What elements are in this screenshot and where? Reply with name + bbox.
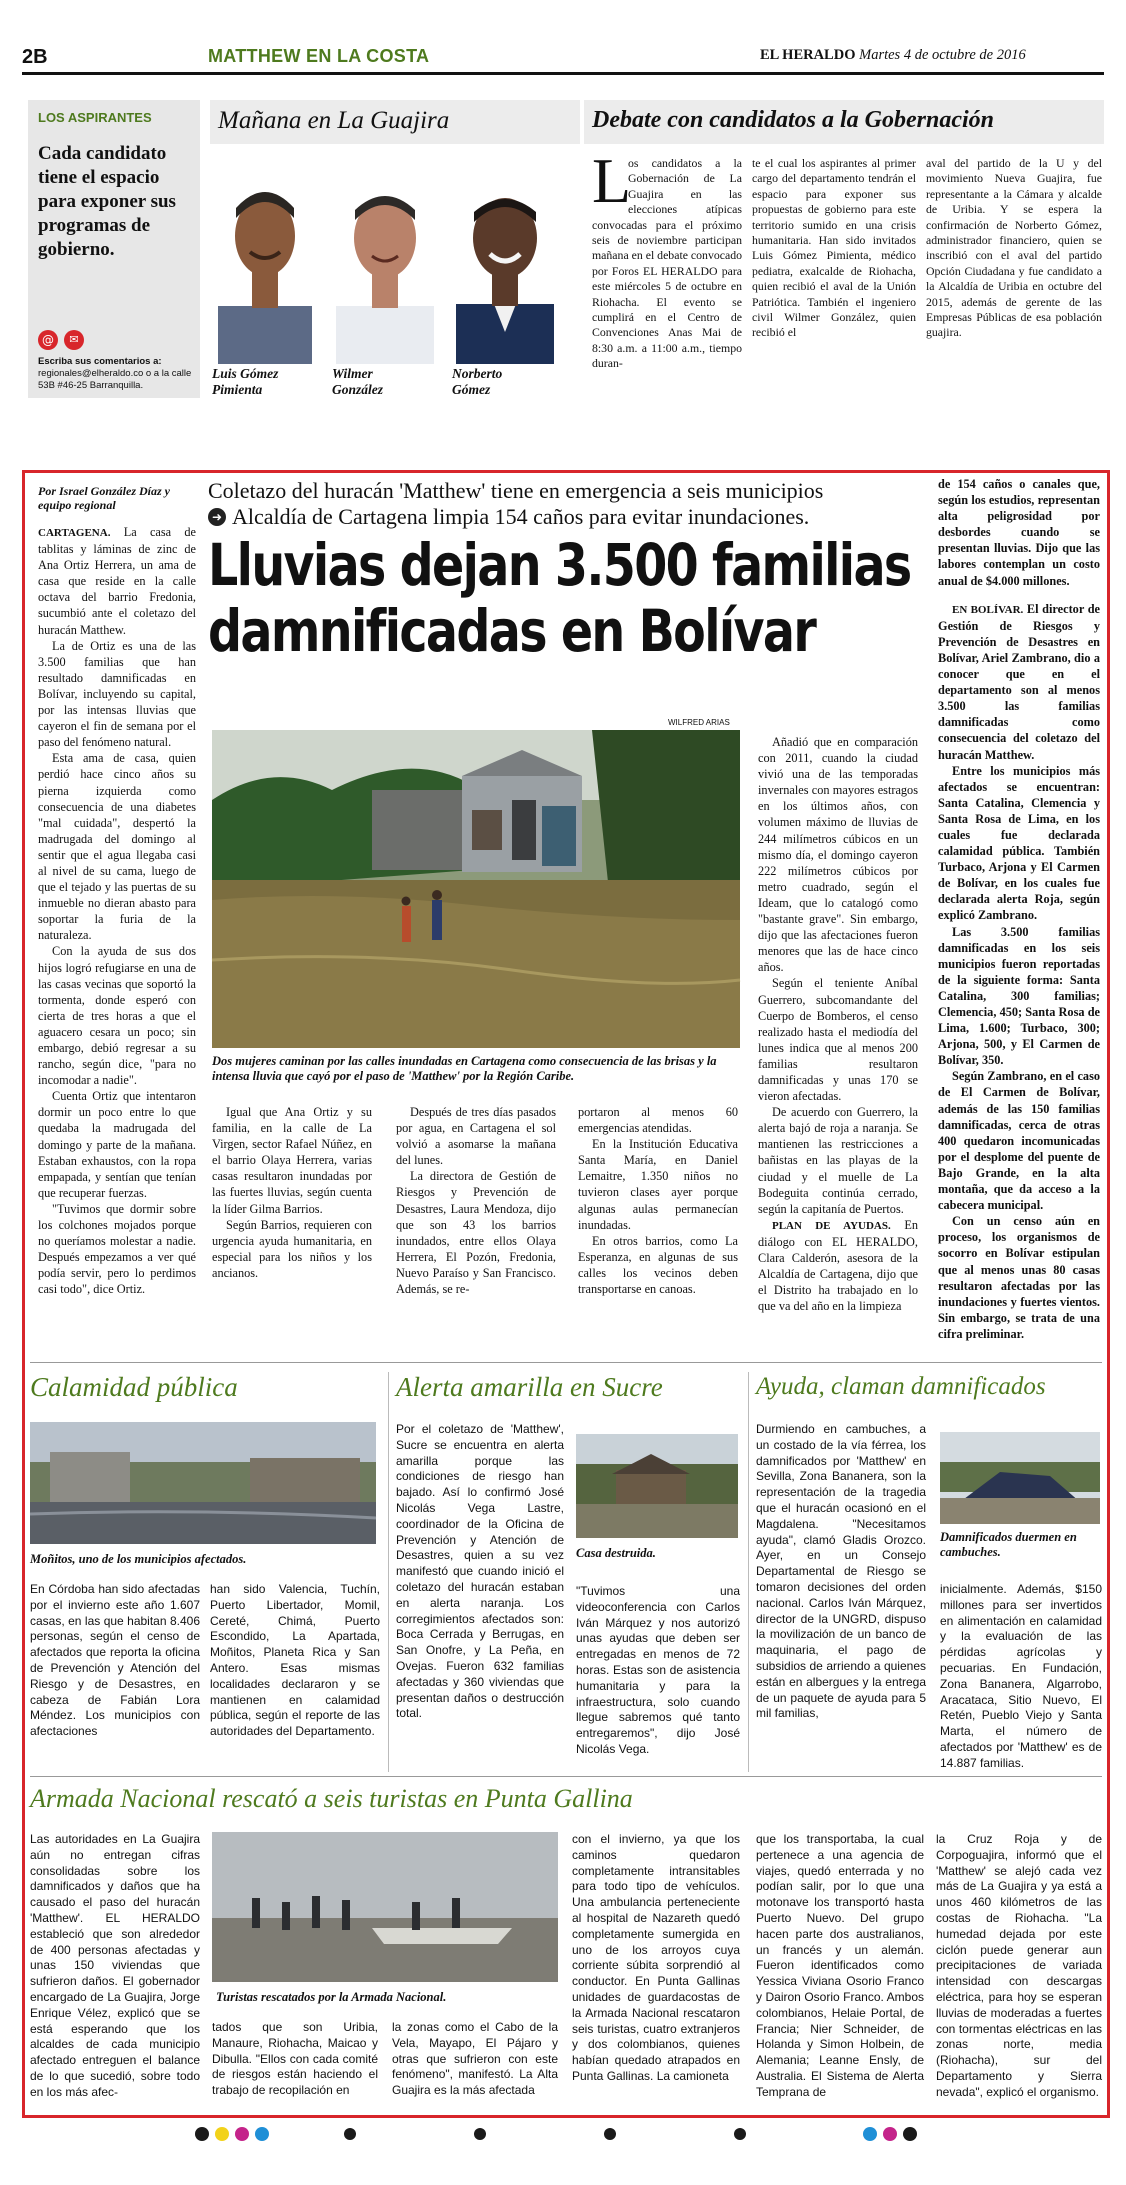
calamidad-col-1-text: En Córdoba han sido afectadas por el invierno este año 1.607 casas, en las que habitan 8.406 personas, según el censo de afectados que reporta la oficina de Prevención y Atención del Riesgo y de Desastres, en cabeza de Fabián Lora Méndez. Los municipios con afectaciones bbox=[30, 1582, 200, 1739]
debate-heading: Debate con candidatos a la Gobernación bbox=[592, 107, 994, 133]
candidate-photo-3 bbox=[450, 156, 560, 364]
main-col-1-p3: Esta ama de casa, quien perdió hace cinco años su pierna izquierda como consecuencia de una diabetes "mal cuidada", despertó la madrugada del domingo al sentir que el agua llegaba casi al nivel de su cama, luego de que el tejado y las puertas de su inmueble no dieran abasto para soportar la furia de la naturaleza. bbox=[38, 751, 196, 943]
armada-col-4 bbox=[572, 1832, 740, 2110]
ayuda-heading: Ayuda, claman damnificados bbox=[756, 1373, 1046, 1400]
ayuda-col-2-text: inicialmente. Además, $150 millones para ser invertidos en alimentación en calamidad y la evaluación de las pérdidas agrícolas y pecuarias. En Fundación, Zona Bananera, Algarrobo, Aracataca, Sitio Nuevo, El Retén, Pueblo Viejo y Santa Marta, el número de afectados por 'Matthew' es de 14.887 familias. bbox=[940, 1582, 1102, 1770]
candidate-first-2: Wilmer bbox=[332, 366, 373, 381]
section-divider-2 bbox=[30, 1776, 1102, 1777]
candidate-first-3: Norberto bbox=[452, 366, 503, 381]
candidates-heading: Mañana en La Guajira bbox=[218, 107, 450, 134]
alerta-caption: Casa destruida. bbox=[576, 1546, 656, 1560]
candidate-photo-2 bbox=[330, 156, 440, 364]
main-col-4-p2: En la Institución Educativa Santa María, en Daniel Lemaitre, 1.350 niños no tuvieron clases ayer porque algunas aulas permanecían inundadas. bbox=[578, 1137, 738, 1232]
main-col-6-runin: EN BOLÍVAR. bbox=[952, 603, 1024, 616]
main-col-6-p4: Las 3.500 familias damnificadas en los seis municipios fueron reportadas de la siguiente forma: Santa Catalina, 300 familias; Clemencia, 450; Santa Rosa de Lima, 1.600; Turbaco, 300; Arjona, 500, y El Carmen de Bolívar, 350. bbox=[938, 924, 1100, 1068]
alerta-col-2-text: "Tuvimos una videoconferencia con Carlos Iván Márquez y nos autorizó unas ayudas que deben ser entregadas en menos de 72 horas. Estas son de asistencia humanitaria y para la infraestructura, solo cuando llegue sabremos qué tanto entregaremos", dijo José Nicolás Vega. bbox=[576, 1584, 740, 1756]
section-divider-1 bbox=[30, 1362, 1102, 1363]
main-col-2-p1: Igual que Ana Ortiz y su familia, en la calle de La Virgen, sector Rafael Núñez, en el barrio Olaya Herrera, varias casas resultaron inundadas por las fuertes lluvias, según cuenta la líder Gilma Barrios. bbox=[212, 1105, 372, 1216]
column-rule-2 bbox=[748, 1372, 749, 1772]
alerta-col-1-text: Por el coletazo de 'Matthew', Sucre se encuentra en alerta amarilla porque las condiciones de riesgo han bajado. Así lo confirmó José Nicolás Vega Lastre, coordinador de la Oficina de Prevención y Atención de Desastres, quien a su vez manifestó que cuando inició el coletazo del huracán estaban en alerta naranja. Los corregimientos afectados son: Boca Cerrada y Berrugas, en San Onofre, y La Peña, en Ovejas. Fueron 632 familias afectadas y 360 viviendas que presentan daños o destrucción total. bbox=[396, 1422, 564, 1721]
main-col-1 bbox=[38, 524, 196, 1424]
ayuda-caption: Damnificados duermen en cambuches. bbox=[940, 1530, 1077, 1559]
armada-col-5-text: que los transportaba, la cual pertenece a una agencia de viajes, quedó enterrada y no podían salir, por lo que una motonave los transportó hasta Puerto Nuevo. Del grupo hacen parte dos australianos, un francés y un alemán. Fueron identificados como Yessica Viviana Osorio Franco y Dairon Osorio Franco. Ambos colombianos, Helaie Portal, de Francia; Nier Schneider, de Holanda y Simon Holbein, de Alemania; Leanne Ensly, de Australia. El Sistema de Alerta Temprana de bbox=[756, 1832, 924, 2099]
armada-col-6 bbox=[936, 1832, 1102, 2110]
issue-date: Martes 4 de octubre de 2016 bbox=[859, 47, 1026, 63]
calamidad-heading: Calamidad pública bbox=[30, 1372, 238, 1402]
calamidad-col-2 bbox=[210, 1582, 380, 1758]
byline bbox=[38, 484, 170, 512]
candidate-last-3: Gómez bbox=[452, 382, 491, 397]
main-col-6 bbox=[938, 476, 1100, 1349]
main-col-5-runin: PLAN DE AYUDAS. bbox=[772, 1219, 891, 1232]
main-col-6-p5: Según Zambrano, en el caso de El Carmen de Bolívar, además de las 150 familias damnificadas, cerca de otras 400 quedaron incomunicadas por el desplome del puente de Bajo Grande, en la alta montaña, que da acceso a la cabecera municipal. bbox=[938, 1069, 1100, 1213]
armada-col-6-text: la Cruz Roja y de Corpoguajira, informó que el 'Matthew' se alejó cada vez más de La Guajira y ya está a unos 460 kilómetros de las costas de Riohacha. "La humedad dejada por este ciclón puede generar aun precipitaciones de variada intensidad con descargas eléctrica, para hoy se esperan lluvias de moderadas a fuertes con tormentas eléctricas en las zonas norte, media (Riohacha), sur del Departamento y Sierra nevada", explicó el organismo. bbox=[936, 1832, 1102, 2099]
calamidad-photo bbox=[30, 1422, 376, 1544]
main-photo-caption: Dos mujeres caminan por las calles inundadas en Cartagena como consecuencia de las brisas y la intensa lluvia que cayó por el paso de 'Matthew' por la Región Caribe. bbox=[212, 1054, 717, 1083]
main-col-4-p3: En otros barrios, como La Esperanza, en algunas de sus calles los vecinos deben transportarse en canoas. bbox=[578, 1233, 738, 1297]
main-col-1-p2: La de Ortiz es una de las 3.500 familias que han resultado damnificadas en Bolívar, incluyendo su capital, por las intensas lluvias que cayeron el fin de semana por el paso del fenómeno natural. bbox=[38, 638, 196, 750]
dateline: CARTAGENA. bbox=[38, 527, 111, 539]
section-name: MATTHEW EN LA COSTA bbox=[208, 46, 430, 66]
candidate-name-1 bbox=[212, 366, 278, 398]
ayuda-col-1 bbox=[756, 1422, 926, 1762]
ayuda-col-2 bbox=[940, 1582, 1102, 1770]
main-col-5-p3: De acuerdo con Guerrero, la alerta bajó de roja a naranja. Se mantienen las restricciones a bañistas en las playas de la ciudad y el muelle de La Bodeguita continúa cerrado, según la capitanía de Puertos. bbox=[758, 1105, 918, 1216]
alerta-col-1 bbox=[396, 1422, 564, 1762]
armada-col-1-text: Las autoridades en La Guajira aún no entregan cifras consolidadas sobre los damnificados y daños que ha causado el paso del huracán 'Matthew'. EL HERALDO estableció que son alrededor de 400 personas afectadas y unas 150 viviendas que sufrieron daños. El gobernador encargado de La Guajira, Jorge Enrique Vélez, explicó que se está esperando que los alcaldes de cada municipio afectado entreguen el balance de lo que sucedió, sobre todo en los más afec- bbox=[30, 1832, 200, 2099]
main-col-5-p1: Añadió que en comparación con 2011, cuando la ciudad vivió una de las temporadas invernales con mayores estragos en los últimos años, con volumen máximo de lluvias de 244 milímetros cúbicos en un mismo día, el domingo cayeron 222 milímetros cúbicos por metro cuadrado, según el Ideam, que lo catalogó como "bastante grave". Sin embargo, dijo que las afectaciones fueron menores que las de hace cinco años. bbox=[758, 735, 918, 975]
debate-col-1-text: os candidatos a la Gobernación de La Guajira en las elecciones atípicas convocadas para el próximo seis de noviembre participan mañana en el debate convocado por Foros EL HERALDO para este miércoles 5 de octubre en Riohacha. El evento se cumplirá en el Centro de Convenciones Anas Mai de 8:30 a.m. a 11:00 a.m., tiempo duran- bbox=[592, 156, 743, 371]
headline bbox=[208, 531, 911, 665]
headline-line-1: Lluvias dejan 3.500 familias bbox=[208, 531, 911, 599]
main-col-1-p4: Con la ayuda de sus dos hijos logró refugiarse en una de las casas vecinas que soportó la tormenta, donde esperó con cierta de tres horas a que el aguacero cesara un poco; sin embargo, debió regresar a su rancho, según dice, "para no incomodar a nadie". bbox=[38, 944, 196, 1088]
main-col-3-p2: La directora de Gestión de Riesgos y Prevención de Desastres, Laura Mendoza, dijo que son 43 los barrios inundados, entre ellos Olaya Herrera, El Pozón, Fredonia, Nuevo Paraíso y San Francisco. Además, se re- bbox=[396, 1169, 556, 1297]
column-rule-1 bbox=[388, 1372, 389, 1772]
byline-line-2: equipo regional bbox=[38, 498, 116, 512]
masthead-rule bbox=[22, 72, 1104, 75]
candidate-name-3 bbox=[452, 366, 502, 398]
main-col-5-p4: En diálogo con EL HERALDO, Clara Calderón, asesora de la Alcaldía de Cartagena, dijo que el Distrito ha trabajado en lo que va del año en la limpieza bbox=[758, 1217, 919, 1314]
main-col-4-p1: portaron al menos 60 emergencias atendidas. bbox=[578, 1105, 738, 1136]
main-col-6-p3: Entre los municipios más afectados se encuentran: Santa Catalina, Clemencia y Santa Rosa de Lima, en los cuales fue declarada calamidad pública. También Turbaco, Arjona y El Carmen de Bolívar, en los cuales fue declarada alerta Roja, según explicó Zambrano. bbox=[938, 763, 1100, 923]
candidate-first-1: Luis Gómez bbox=[212, 366, 279, 381]
main-col-5-p2: Según el teniente Aníbal Guerrero, subcomandante del Cuerpo de Bomberos, el censo realizado hasta el mediodía del lunes indica que al menos 200 familias resultaron damnificadas y unas 170 se vieron afectadas. bbox=[758, 976, 918, 1104]
armada-heading: Armada Nacional rescató a seis turistas en Punta Gallina bbox=[30, 1784, 633, 1813]
armada-photo bbox=[212, 1832, 558, 1982]
headline-line-2: damnificadas en Bolívar bbox=[208, 597, 816, 665]
paper-name: EL HERALDO bbox=[760, 47, 856, 63]
byline-line-1: Por Israel González Díaz y bbox=[38, 484, 171, 498]
calamidad-col-2-text: han sido Valencia, Tuchín, Puerto Libertador, Momil, Cereté, Chimá, Puerto Escondido, La Apartada, Moñitos, Planeta Rica y San Antero. Esas mismas localidades declararon y se mantienen en calamidad pública, según el reporte de las autoridades del Departamento. bbox=[210, 1582, 380, 1739]
ayuda-photo bbox=[940, 1432, 1100, 1524]
debate-col-3-text: aval del partido de la U y del movimiento Nueva Guajira, fue representante a la Cámara y alcalde de Uribia. Y se espera la confirmación de Norberto Gómez, administrador financiero, quien se inscribió con el aval del partido Opción Ciudadana y fue candidato a la Alcaldía de Uribia en octubre del 2015, además de gerente de las Empresas Públicas de esa población guajira. bbox=[926, 156, 1102, 340]
calamidad-caption: Moñitos, uno de los municipios afectados. bbox=[30, 1552, 247, 1566]
alerta-heading: Alerta amarilla en Sucre bbox=[396, 1372, 663, 1402]
armada-col-4-text: con el invierno, ya que los caminos quedaron completamente intransitables para todo tipo de vehículos. Una ambulancia perteneciente al hospital de Nazareth quedó completamente sumergida en uno de los arroyos cuya corriente súbita sorprendió al conductor. En Punta Gallinas unidades de guardacostas de la Armada Nacional rescataron seis turistas, cuatro extranjeros y dos colombianos, quienes habían quedado atrapados en Punta Gallinas. La camioneta bbox=[572, 1832, 740, 2083]
candidate-last-2: González bbox=[332, 382, 384, 397]
armada-col-3-text: la zonas como el Cabo de la Vela, Mayapo, El Pájaro y otras que sufrieron con este fenómeno", manifestó. La Alta Guajira es la más afectada bbox=[392, 2020, 558, 2098]
deck-line-1: Coletazo del huracán 'Matthew' tiene en emergencia a seis municipios bbox=[208, 478, 824, 503]
armada-caption: Turistas rescatados por la Armada Nacional. bbox=[216, 1990, 447, 2004]
debate-dropcap: L bbox=[592, 145, 632, 216]
registration-marks bbox=[180, 2124, 980, 2144]
main-col-1-p1: La casa de tablitas y láminas de zinc de Ana Ortiz Herrera, un ama de casa que reside en la calle octava del barrio Fredonia, sucumbió ante el coletazo del huracán Matthew. bbox=[38, 525, 196, 637]
masthead-right bbox=[760, 47, 1026, 64]
main-col-1-p5: Cuenta Ortiz que intentaron dormir un poco entre lo que quedaba la madrugada del domingo y parte de la mañana. Estaban exhaustos, con la ropa empapada, y sentían que tenían que recuperar fuerzas. bbox=[38, 1089, 196, 1200]
armada-col-2 bbox=[212, 2020, 378, 2110]
debate-col-3 bbox=[926, 156, 1102, 396]
main-col-6-p6: Con un censo aún en proceso, los organismos de socorro en Bolívar estipulan que al menos unas 80 casas resultaron afectadas por las inundaciones y fuertes vientos. Sin embargo, se trata de una cifra preliminar. bbox=[938, 1214, 1100, 1341]
armada-col-1 bbox=[30, 1832, 200, 2110]
main-col-1-p6: "Tuvimos que dormir sobre los colchones mojados porque no queríamos molestar a nadie. Después empezamos a ver qué podía servir, pero lo perdimos casi todo", dice Ortiz. bbox=[38, 1201, 196, 1297]
main-col-6-p1: de 154 caños o canales que, según los estudios, representan alta peligrosidad por desbordes cuando se presentan lluvias. Dijo que las labores contemplan un costo anual de $4.000 millones. bbox=[938, 477, 1100, 588]
main-col-3-p1: Después de tres días pasados por agua, en Cartagena el sol volvió a asomarse la mañana del lunes. bbox=[396, 1105, 556, 1168]
debate-col-2-text: te el cual los aspirantes al primer cargo del departamento tendrán el espacio para exponer sus propuestas de gobierno para este territorio sumido en una crisis humanitaria. Han sido invitados Luis Gómez Pimienta, médico pediatra, exalcalde de Riohacha, quien recibió el aval de la Unión Patriótica. También el ingeniero civil Wilmer González, quien recibió el bbox=[752, 156, 916, 340]
candidate-last-1: Pimienta bbox=[212, 382, 263, 397]
contact-label: Escriba sus comentarios a: bbox=[38, 356, 162, 367]
photo-credit: WILFRED ARIAS bbox=[668, 718, 730, 727]
email-icon: @ bbox=[38, 330, 58, 350]
sidebar-text: Cada candidato tiene el espacio para exponer sus programas de gobierno. bbox=[38, 143, 176, 260]
main-col-5 bbox=[758, 734, 918, 1349]
armada-col-5 bbox=[756, 1832, 924, 2110]
main-photo bbox=[212, 730, 740, 1048]
sidebar-kicker: LOS ASPIRANTES bbox=[38, 110, 152, 125]
main-col-6-p2: El director de Gestión de Riesgos y Prevención de Desastres en Bolívar, Ariel Zambrano, dio a conocer que en el departamento son al menos 3.500 las familias damnificadas como consecuencia del coletazo del huracán Matthew. bbox=[938, 601, 1100, 762]
debate-col-1 bbox=[592, 156, 742, 396]
contact-text: regionales@elheraldo.co o a la calle 53B #46-25 Barranquilla. bbox=[38, 368, 192, 391]
main-col-2 bbox=[212, 1104, 372, 1349]
main-col-3 bbox=[396, 1104, 556, 1349]
candidate-name-2 bbox=[332, 366, 383, 398]
alerta-col-2 bbox=[576, 1584, 740, 1762]
deck-line-2: Alcaldía de Cartagena limpia 154 caños para evitar inundaciones. bbox=[232, 504, 810, 529]
page-number: 2B bbox=[22, 46, 48, 68]
main-col-2-p2: Según Barrios, requieren con urgencia ayuda humanitaria, en especial para los niños y los ancianos. bbox=[212, 1217, 372, 1280]
debate-col-2 bbox=[752, 156, 916, 396]
mail-icon: ✉ bbox=[64, 330, 84, 350]
alerta-photo bbox=[576, 1434, 738, 1538]
main-col-4 bbox=[578, 1104, 738, 1349]
arrow-right-icon: ➜ bbox=[208, 508, 226, 526]
armada-col-3 bbox=[392, 2020, 558, 2110]
calamidad-col-1 bbox=[30, 1582, 200, 1758]
armada-col-2-text: tados que son Uribia, Manaure, Riohacha, Maicao y Dibulla. "Ellos con cada comité de riesgos están haciendo el trabajo de recopilación en bbox=[212, 2020, 378, 2098]
candidate-photo-1 bbox=[210, 156, 320, 364]
ayuda-col-1-text: Durmiendo en cambuches, a un costado de la vía férrea, los damnificados por 'Matthew' en Sevilla, Zona Bananera, son la representación de la tragedia que el huracán ocasionó en el Magdalena. "Necesitamos ayuda", clamó Gladis Orozco. Ayer, en un Consejo Departamental de Riesgo se tomaron decisiones del orden nacional. Carlos Iván Márquez, director de la UNGRD, dispuso la movilización de un banco de maquinaria, el pago de subsidios de arriendo a quienes están en albergues y la entrega de un paquete de ayuda para 5 mil familias, bbox=[756, 1422, 926, 1721]
